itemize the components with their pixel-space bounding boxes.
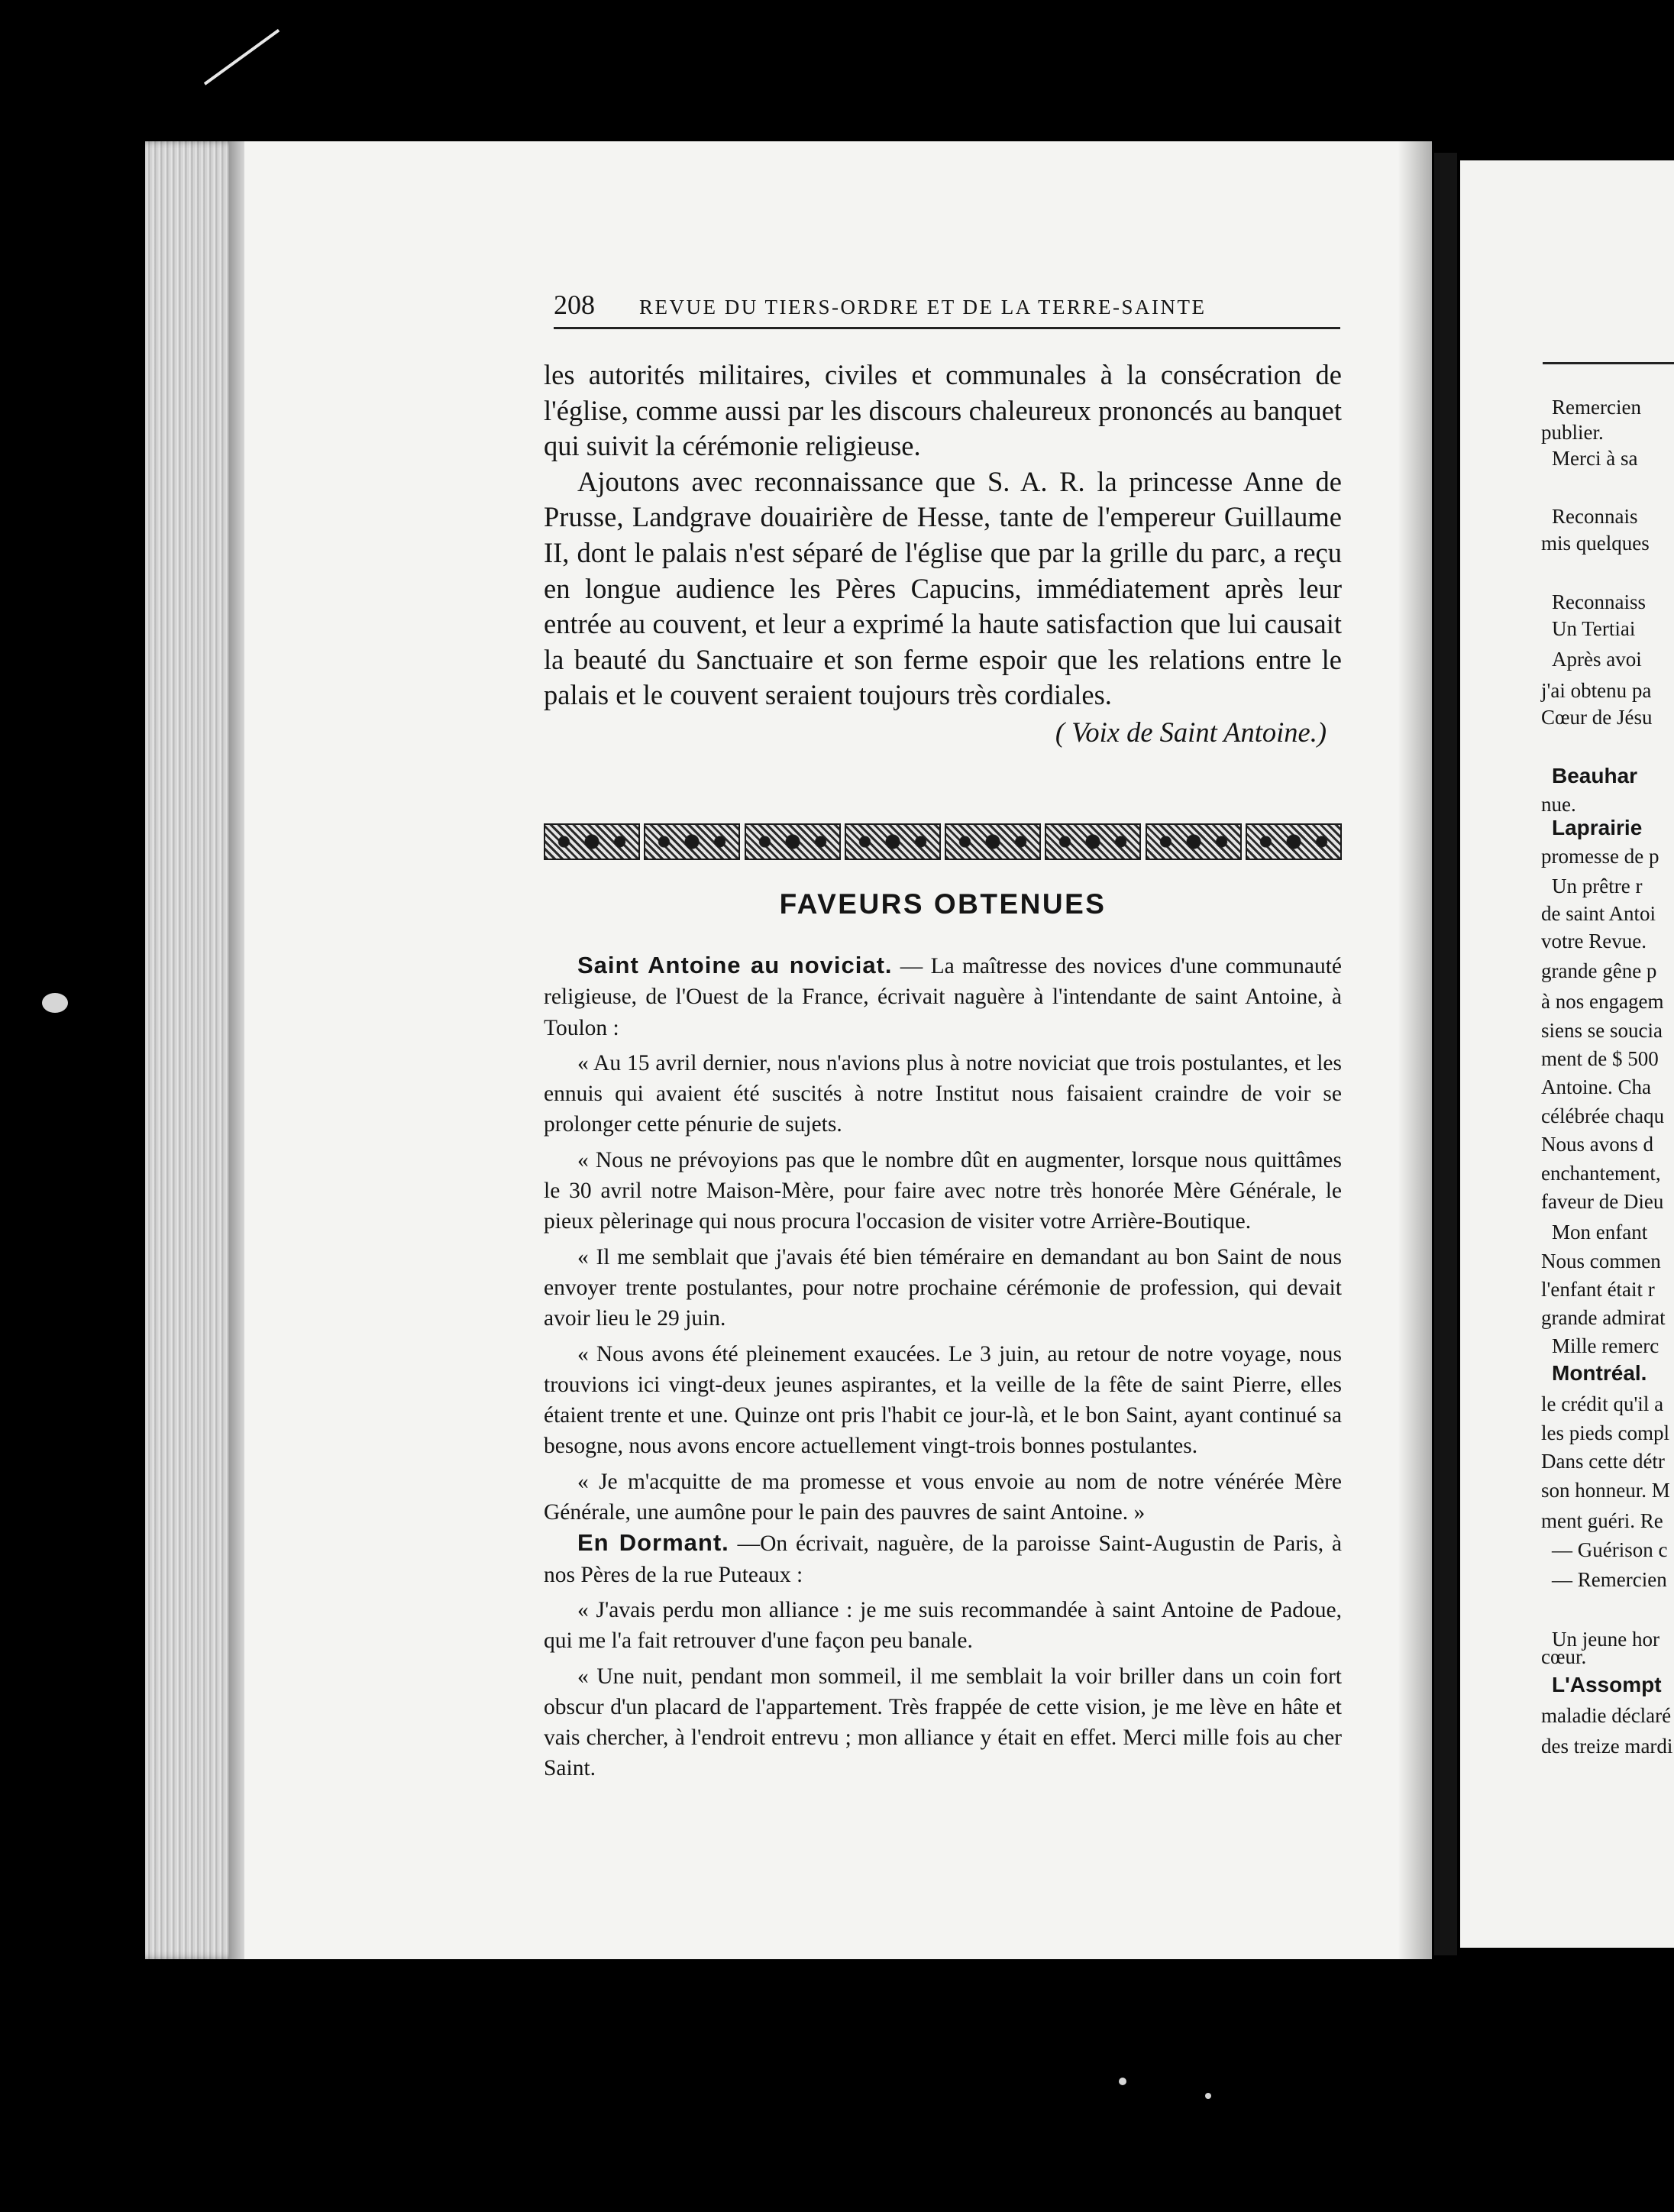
right-page-line: Nous commen [1541,1250,1661,1273]
right-page-line: siens se soucia [1541,1019,1663,1042]
right-page-line: faveur de Dieu [1541,1190,1664,1213]
ornament-tile [745,823,841,860]
dust-speck [1119,2078,1126,2085]
quote-paragraph: « Je m'acquitte de ma promesse et vous envoie au nom de notre vénérée Mère Générale, une aumône pour le pain des pauvres de saint Antoine. » [544,1469,1342,1525]
right-page-line: Après avoi [1552,648,1642,671]
ornament-tile [644,823,740,860]
right-page-line: Un jeune hor [1552,1628,1659,1651]
page-stack-edge [145,141,237,1959]
quote-paragraph: « Nous avons été pleinement exaucées. Le 3 juin, au retour de notre voyage, nous trouvions ici vingt-deux jeunes aspirantes, et la veille de la fête de saint Pierre, elles étaient trente et une. Quinze ont pris l'habit ce jour-là, et le bon Saint, ayant continué sa besogne, nous avons encore actuellement vingt-trois bonnes postulantes. [544,1341,1342,1459]
right-page-line: promesse de p [1541,845,1659,868]
favor-lead: Saint Antoine au noviciat. [577,952,893,978]
right-page-line: Laprairie [1552,816,1643,839]
quote-paragraph: « Au 15 avril dernier, nous n'avions plus à notre noviciat que trois postulantes, et les ennuis qui avaient été suscités à notre Institut nous faisaient craindre de voir se prolonger cette pénurie de sujets. [544,1050,1342,1137]
page-number: 208 [554,289,595,320]
right-page-line: ment guéri. Re [1541,1509,1663,1532]
right-page-line: Mon enfant [1552,1221,1648,1243]
right-page-line: Mille remerc [1552,1334,1659,1357]
right-page-line: Cœur de Jésu [1541,706,1653,729]
favor-entry [544,1528,1342,1590]
right-page-line: Reconnaiss [1552,590,1646,613]
right-page-line: célébrée chaqu [1541,1104,1665,1127]
right-page-line: son honneur. M [1541,1479,1670,1502]
right-page-line: mis quelques [1541,532,1650,555]
ornament-tile [1146,823,1242,860]
favor-entry [544,950,1342,1043]
ornament-tile [845,823,941,860]
right-page-line: Antoine. Cha [1541,1075,1651,1098]
right-page-line: cœur. [1541,1645,1587,1668]
quote-paragraph: « Nous ne prévoyions pas que le nombre dût en augmenter, lorsque nous quittâmes le 30 avril notre Maison-Mère, pour faire avec notre très honorée Mère Générale, le pieux pèlerinage qui nous procura l'occasion de visiter votre Arrière-Boutique. [544,1147,1342,1234]
dust-speck [42,993,68,1013]
favor-lead: En Dormant. [577,1529,729,1557]
running-head [554,289,1340,329]
right-page-line: — Remercien [1552,1568,1667,1591]
right-page-line: votre Revue. [1541,930,1647,952]
page-divider [1434,153,1457,1955]
paragraph: les autorités militaires, civiles et communales à la consécration de l'église, comme aussi par les discours chaleureux prononcés au banquet qui suivit la cérémonie religieuse. [544,359,1342,462]
source-citation: ( Voix de Saint Antoine.) [1055,716,1327,748]
running-head-title: REVUE DU TIERS-ORDRE ET DE LA TERRE-SAINTE [639,296,1207,319]
right-page-line: Merci à sa [1552,447,1638,470]
right-page-line: Dans cette détr [1541,1450,1665,1473]
right-page-line: grande admirat [1541,1306,1666,1329]
right-page-line: à nos engagem [1541,990,1664,1013]
favors-section [544,950,1342,1784]
right-page-line: — Guérison c [1552,1538,1668,1561]
right-page-line: j'ai obtenu pa [1541,679,1652,702]
right-page-line: publier. [1541,421,1604,444]
section-title: FAVEURS OBTENUES [779,888,1107,920]
right-page-line: Reconnais [1552,505,1638,528]
right-page-line: l'enfant était r [1541,1278,1655,1301]
right-page-line: de saint Antoi [1541,902,1656,925]
right-running-rule [1543,362,1674,364]
right-page-line: nue. [1541,793,1576,816]
favor-intro: —On écrivait, naguère, de la paroisse Saint-Augustin de Paris, à nos Pères de la rue Puteaux : [544,1531,1343,1587]
right-page-line: des treize mardi [1541,1735,1673,1758]
right-page-line: Montréal. [1552,1361,1647,1385]
ornament-tile [1246,823,1342,860]
right-page-line: L'Assompt [1552,1673,1662,1696]
ornamental-divider [544,823,1342,860]
binding-gutter [229,141,246,1959]
ornament-tile [544,823,640,860]
quote-paragraph: « Une nuit, pendant mon sommeil, il me semblait la voir briller dans un coin fort obscur d'un placard de l'appartement. Très frappée de cette vision, je me lève en hâte et vais chercher, à l'endroit entrevu ; mon alliance y était en effet. Merci mille fois au cher Saint. [544,1664,1342,1781]
right-page-line: Nous avons d [1541,1133,1653,1156]
right-page-line: Beauhar [1552,764,1638,787]
right-page-line: grande gêne p [1541,959,1657,982]
right-page-line: le crédit qu'il a [1541,1392,1664,1415]
paragraph: Ajoutons avec reconnaissance que S. A. R. la princesse Anne de Prusse, Landgrave douairière de Hesse, tante de l'empereur Guillaume II, dont le palais n'est séparé de l'église que par la grille du parc, a reçu en longue audience les Pères Capucins, immédiatement après leur entrée au couvent, et leur a exprimé la haute satisfaction que lui causait la beauté du Sanctuaire et son ferme espoir que les relations entre le palais et le couvent seraient toujours très cordiales. [544,465,1342,711]
right-page-line: maladie déclaré [1541,1704,1672,1727]
favor-intro: — La maîtresse des novices d'une communauté religieuse, de l'Ouest de la France, écrivait naguère à l'intendante de saint Antoine, à Toulon : [544,954,1342,1040]
right-page-line: Un Tertiai [1552,617,1636,640]
right-page-line: les pieds compl [1541,1421,1669,1444]
quote-paragraph: « J'avais perdu mon alliance : je me suis recommandée à saint Antoine de Padoue, qui me l'a fait retrouver d'une façon peu banale. [544,1597,1342,1654]
dust-speck [1205,2093,1211,2099]
article-body [544,357,1342,751]
right-page-line: ment de $ 500 [1541,1047,1659,1070]
right-page-line: Remercien [1552,396,1641,419]
ornament-tile [1045,823,1141,860]
spine-shadow [1398,141,1440,1959]
ornament-tile [945,823,1041,860]
quote-paragraph: « Il me semblait que j'avais été bien téméraire en demandant au bon Saint de nous envoyer trente postulantes, pour notre prochaine cérémonie de profession, qui devait avoir lieu le 29 juin. [544,1244,1342,1331]
right-page-line: enchantement, [1541,1162,1661,1185]
right-page-line: Un prêtre r [1552,875,1643,897]
film-scratch [204,29,280,86]
